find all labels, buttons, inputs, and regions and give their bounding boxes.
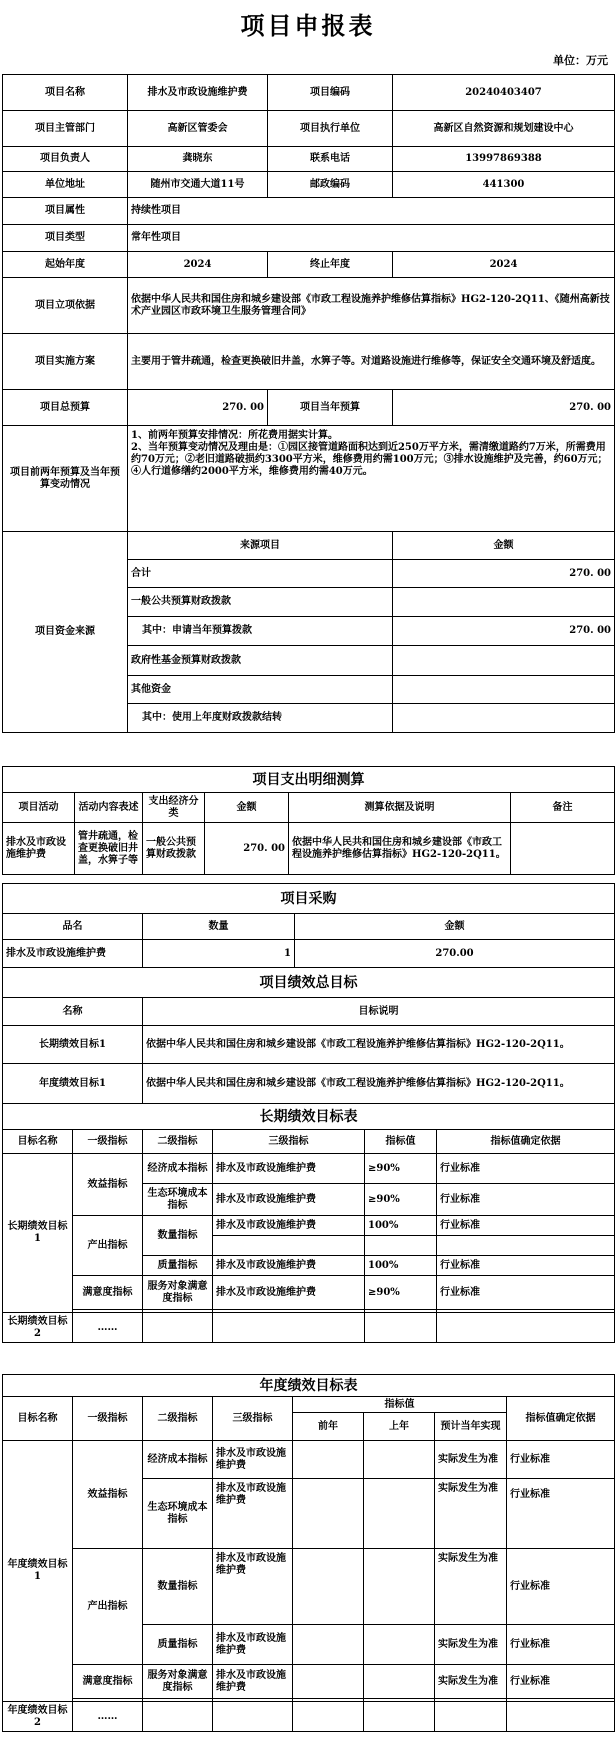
exec-label: 项目执行单位 (268, 111, 393, 147)
type-label: 项目类型 (3, 225, 128, 252)
expense-header: 金额 (205, 793, 289, 823)
long-header: 一级指标 (73, 1130, 143, 1154)
long-basis: 行业标准 (437, 1184, 615, 1216)
long-l1-satisfaction: 满意度指标 (73, 1276, 143, 1310)
post-value: 441300 (393, 172, 615, 198)
annual-basis: 行业标准 (507, 1625, 615, 1665)
long-empty-cell (365, 1313, 437, 1343)
code-value: 20240403407 (393, 75, 615, 111)
code-label: 项目编码 (268, 75, 393, 111)
purchase-cell: 1 (143, 940, 295, 968)
annual-goal1: 年度绩效目标1 (3, 1441, 73, 1702)
addr-label: 单位地址 (3, 172, 128, 198)
annual-l2: 服务对象满意度指标 (143, 1665, 213, 1699)
annual-actual: 实际发生为准 (435, 1549, 507, 1625)
budget-change-line2: 2、当年预算变动情况及理由是：①园区接管道路面积达到近250万平方米，需清缴道路约7万米，所需费用约70万元；②老旧道路破损约3300平方米，维修费用约需100万元；③排水设施维护及完善，约60万元；④人行道修缮约2000平方米，维修费用约需40万元。 (131, 442, 608, 477)
annual-l3: 排水及市政设施维护费 (213, 1665, 293, 1699)
annual-empty-cell (364, 1479, 435, 1549)
funds-row-name: 其中：使用上年度财政拨款结转 (128, 704, 393, 733)
long-l3: 排水及市政设施维护费 (213, 1184, 365, 1216)
annual-l1-effect: 效益指标 (73, 1441, 143, 1549)
total-budget-value: 270. 00 (128, 390, 268, 426)
expense-header: 活动内容表述 (75, 793, 143, 823)
funds-row-amount (393, 676, 615, 704)
expense-cell: 排水及市政设施维护费 (3, 823, 75, 875)
annual-actual: 实际发生为准 (435, 1479, 507, 1549)
goal-name: 长期绩效目标1 (3, 1026, 143, 1064)
funds-row-name: 其中：申请当年预算拨款 (128, 617, 393, 646)
funds-row-amount: 270. 00 (393, 617, 615, 646)
long-empty-cell (365, 1236, 437, 1256)
phone-value: 13997869388 (393, 147, 615, 172)
goal-desc: 依据中华人民共和国住房和城乡建设部《市政工程设施养护维修估算指标》HG2-120-2Q11。 (143, 1026, 615, 1064)
annual-header: 指标值 (293, 1397, 507, 1413)
end-value: 2024 (393, 252, 615, 278)
start-value: 2024 (128, 252, 268, 278)
long-empty-cell (143, 1313, 213, 1343)
long-value: 100% (365, 1256, 437, 1276)
annual-l1-satisfaction: 满意度指标 (73, 1665, 143, 1699)
expense-header: 测算依据及说明 (289, 793, 511, 823)
annual-empty-cell (293, 1549, 364, 1625)
attr-value: 持续性项目 (128, 198, 615, 225)
annual-l2: 经济成本指标 (143, 1441, 213, 1479)
current-budget-label: 项目当年预算 (268, 390, 393, 426)
funds-row-name: 政府性基金预算财政拨款 (128, 646, 393, 676)
long-value: 100% (365, 1216, 437, 1236)
long-empty-cell (213, 1236, 365, 1256)
annual-header: 二级指标 (143, 1397, 213, 1441)
funds-label: 项目资金来源 (3, 532, 128, 733)
expense-header: 备注 (511, 793, 615, 823)
annual-l3: 排水及市政设施维护费 (213, 1479, 293, 1549)
long-basis: 行业标准 (437, 1216, 615, 1236)
annual-empty-cell (364, 1441, 435, 1479)
total-budget-label: 项目总预算 (3, 390, 128, 426)
long-empty-cell (437, 1236, 615, 1256)
long-value: ≥90% (365, 1184, 437, 1216)
funds-row-name: 合计 (128, 560, 393, 588)
expense-table (2, 766, 615, 875)
basic-info-table (2, 74, 615, 733)
long-l1-effect: 效益指标 (73, 1154, 143, 1216)
exec-value: 高新区自然资源和规划建设中心 (393, 111, 615, 147)
annual-empty-cell (435, 1702, 507, 1732)
long-basis: 行业标准 (437, 1256, 615, 1276)
annual-subheader: 预计当年实现 (435, 1413, 507, 1441)
annual-empty-cell (293, 1479, 364, 1549)
annual-empty-cell (293, 1441, 364, 1479)
purchase-header: 数量 (143, 914, 295, 940)
end-label: 终止年度 (268, 252, 393, 278)
name-value: 排水及市政设施维护费 (128, 75, 268, 111)
purchase-header: 品名 (3, 914, 143, 940)
funds-row-name: 其他资金 (128, 676, 393, 704)
long-basis: 行业标准 (437, 1154, 615, 1184)
annual-empty-cell (364, 1625, 435, 1665)
phone-label: 联系电话 (268, 147, 393, 172)
annual-basis: 行业标准 (507, 1479, 615, 1549)
plan-label: 项目实施方案 (3, 334, 128, 390)
long-empty-cell (437, 1313, 615, 1343)
annual-l3: 排水及市政设施维护费 (213, 1549, 293, 1625)
attr-label: 项目属性 (3, 198, 128, 225)
long-header: 二级指标 (143, 1130, 213, 1154)
annual-l2: 数量指标 (143, 1549, 213, 1625)
annual-actual: 实际发生为准 (435, 1441, 507, 1479)
annual-empty-cell (293, 1702, 364, 1732)
expense-header: 支出经济分类 (143, 793, 205, 823)
annual-table (2, 1374, 615, 1732)
expense-header: 项目活动 (3, 793, 75, 823)
expense-cell: 一般公共预算财政拨款 (143, 823, 205, 875)
post-label: 邮政编码 (268, 172, 393, 198)
addr-value: 随州市交通大道11号 (128, 172, 268, 198)
goal-name: 年度绩效目标1 (3, 1064, 143, 1104)
leader-label: 项目负责人 (3, 147, 128, 172)
current-budget-value: 270. 00 (393, 390, 615, 426)
annual-l1-output: 产出指标 (73, 1549, 143, 1665)
purchase-cell: 排水及市政设施维护费 (3, 940, 143, 968)
annual-empty-cell (507, 1702, 615, 1732)
expense-title: 项目支出明细测算 (3, 767, 615, 793)
annual-title: 年度绩效目标表 (3, 1375, 615, 1397)
funds-amount-header: 金额 (393, 532, 615, 560)
annual-actual: 实际发生为准 (435, 1665, 507, 1699)
budget-change-label: 项目前两年预算及当年预算变动情况 (3, 426, 128, 532)
annual-empty-cell (364, 1702, 435, 1732)
long-l3: 排水及市政设施维护费 (213, 1154, 365, 1184)
annual-l2: 质量指标 (143, 1625, 213, 1665)
budget-change-text (128, 426, 615, 532)
funds-row-name: 一般公共预算财政拨款 (128, 588, 393, 617)
funds-source-header: 来源项目 (128, 532, 393, 560)
long-basis: 行业标准 (437, 1276, 615, 1310)
long-l3: 排水及市政设施维护费 (213, 1276, 365, 1310)
annual-empty-cell (213, 1702, 293, 1732)
long-ellipsis: …… (73, 1313, 143, 1343)
long-empty-cell (213, 1313, 365, 1343)
expense-cell (511, 823, 615, 875)
annual-l3: 排水及市政设施维护费 (213, 1441, 293, 1479)
goal-desc: 依据中华人民共和国住房和城乡建设部《市政工程设施养护维修估算指标》HG2-120-2Q11。 (143, 1064, 615, 1104)
annual-empty-cell (293, 1665, 364, 1699)
long-l2: 生态环境成本指标 (143, 1184, 213, 1216)
long-term-title: 长期绩效目标表 (3, 1104, 615, 1130)
annual-goal2: 年度绩效目标2 (3, 1702, 73, 1732)
annual-empty-cell (364, 1665, 435, 1699)
annual-subheader: 前年 (293, 1413, 364, 1441)
annual-l3: 排水及市政设施维护费 (213, 1625, 293, 1665)
name-label: 项目名称 (3, 75, 128, 111)
goals-title: 项目绩效总目标 (3, 968, 615, 998)
goals-header: 目标说明 (143, 998, 615, 1026)
leader-value: 龚晓东 (128, 147, 268, 172)
annual-basis: 行业标准 (507, 1549, 615, 1625)
long-l2: 质量指标 (143, 1256, 213, 1276)
funds-row-amount (393, 588, 615, 617)
purchase-cell: 270.00 (295, 940, 615, 968)
annual-empty-cell (364, 1549, 435, 1625)
long-l2: 服务对象满意度指标 (143, 1276, 213, 1310)
basis-value: 依据中华人民共和国住房和城乡建设部《市政工程设施养护维修估算指标》HG2-120-2Q11、《随州高新技术产业园区市政环境卫生服务管理合同》 (128, 278, 615, 334)
expense-cell: 管井疏通，检查更换破旧井盖，水箅子等 (75, 823, 143, 875)
long-l3: 排水及市政设施维护费 (213, 1256, 365, 1276)
plan-value: 主要用于管井疏通，检查更换破旧井盖，水箅子等。对道路设施进行维修等，保证安全交通环境及舒适度。 (128, 334, 615, 390)
long-l1-output: 产出指标 (73, 1216, 143, 1276)
dept-value: 高新区管委会 (128, 111, 268, 147)
long-goal1: 长期绩效目标1 (3, 1154, 73, 1313)
long-l3: 排水及市政设施维护费 (213, 1216, 365, 1236)
long-value: ≥90% (365, 1154, 437, 1184)
annual-ellipsis: …… (73, 1702, 143, 1732)
expense-cell: 270. 00 (205, 823, 289, 875)
page-title: 项目申报表 (240, 11, 376, 40)
annual-header: 目标名称 (3, 1397, 73, 1441)
long-header: 目标名称 (3, 1130, 73, 1154)
long-l2: 数量指标 (143, 1216, 213, 1256)
annual-basis: 行业标准 (507, 1665, 615, 1699)
annual-empty-cell (143, 1702, 213, 1732)
type-value: 常年性项目 (128, 225, 615, 252)
annual-l2: 生态环境成本指标 (143, 1479, 213, 1549)
annual-basis: 行业标准 (507, 1441, 615, 1479)
funds-row-amount (393, 704, 615, 733)
purchase-header: 金额 (295, 914, 615, 940)
annual-empty-cell (293, 1625, 364, 1665)
purchase-title: 项目采购 (3, 884, 615, 914)
annual-header: 三级指标 (213, 1397, 293, 1441)
long-header: 指标值 (365, 1130, 437, 1154)
long-header: 指标值确定依据 (437, 1130, 615, 1154)
unit-label: 单位：万元 (553, 54, 608, 67)
long-goal2: 长期绩效目标2 (3, 1313, 73, 1343)
annual-header: 一级指标 (73, 1397, 143, 1441)
annual-header: 指标值确定依据 (507, 1397, 615, 1441)
dept-label: 项目主管部门 (3, 111, 128, 147)
goals-header: 名称 (3, 998, 143, 1026)
long-term-table (2, 1103, 615, 1343)
long-header: 三级指标 (213, 1130, 365, 1154)
funds-row-amount (393, 646, 615, 676)
annual-actual: 实际发生为准 (435, 1625, 507, 1665)
budget-change-line1: 1、前两年预算安排情况：所花费用据实计算。 (131, 430, 338, 441)
goals-table (2, 967, 615, 1104)
annual-subheader: 上年 (364, 1413, 435, 1441)
long-value: ≥90% (365, 1276, 437, 1310)
basis-label: 项目立项依据 (3, 278, 128, 334)
long-l2: 经济成本指标 (143, 1154, 213, 1184)
expense-cell: 依据中华人民共和国住房和城乡建设部《市政工程设施养护维修估算指标》HG2-120-2Q11。 (289, 823, 511, 875)
funds-row-amount: 270. 00 (393, 560, 615, 588)
start-label: 起始年度 (3, 252, 128, 278)
purchase-table (2, 883, 615, 968)
